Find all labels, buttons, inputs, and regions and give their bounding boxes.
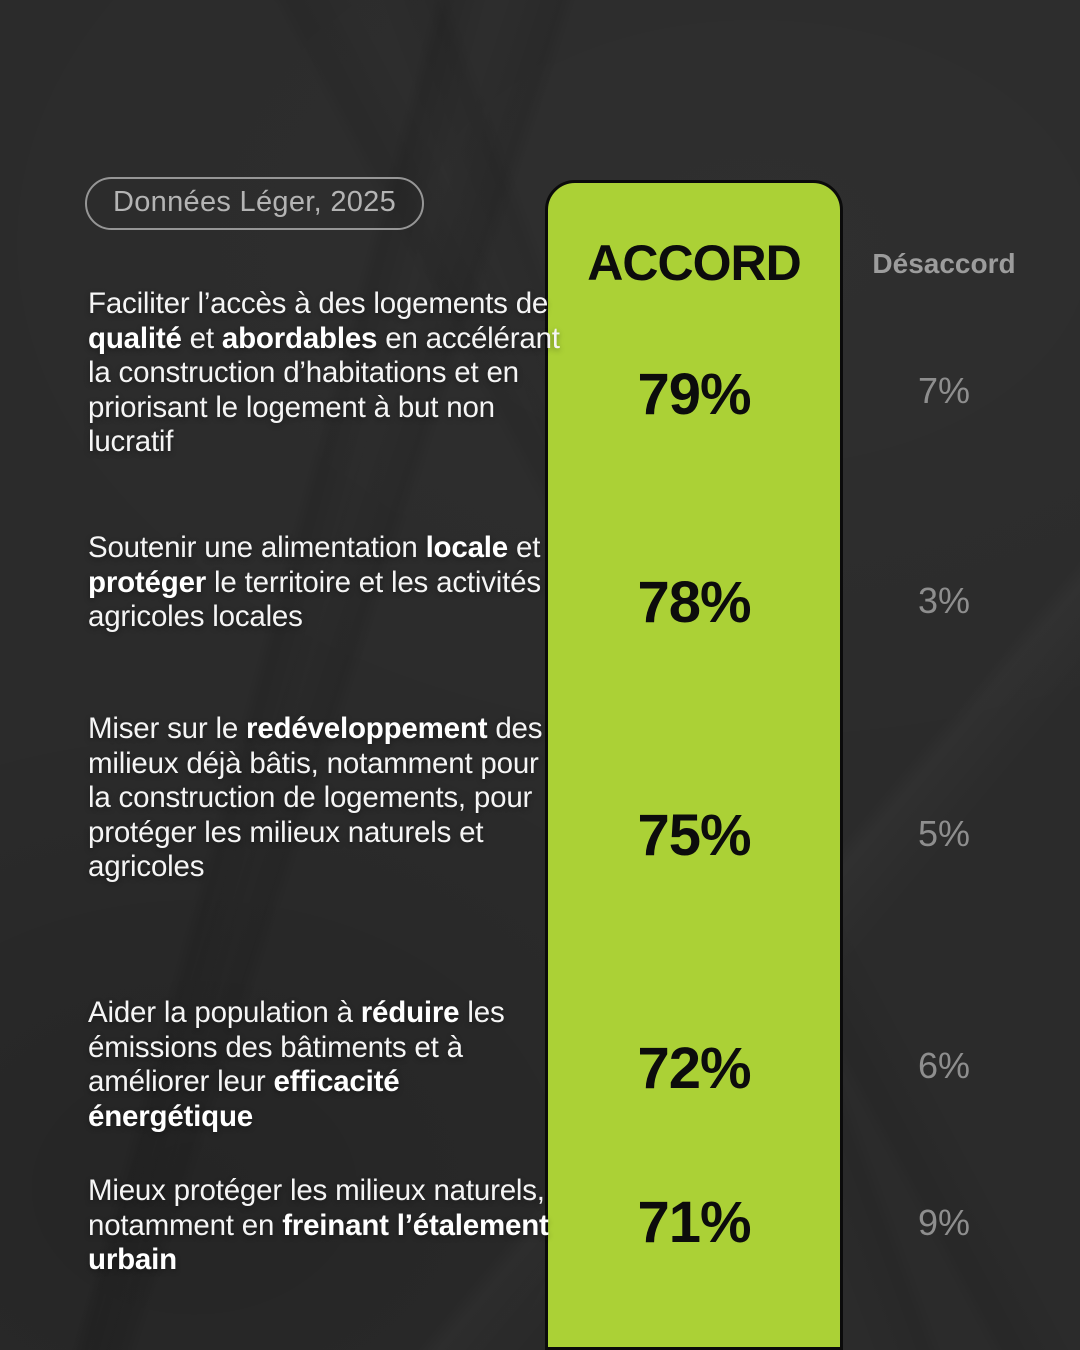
statement-4 [88,996,566,1134]
statement-3 [88,712,566,885]
statement-4-text: Aider la population à [88,996,361,1029]
statement-1 [88,287,566,460]
statement-5-text: Mieux protéger les milieux naturels, notamment en [88,1174,545,1242]
accord-value-1: 79% [637,362,751,427]
statement-3-bold-redeveloppement: redéveloppement [246,712,488,745]
statement-5-bold-etalement: freinant l’étalement urbain [88,1208,549,1277]
statement-2 [88,531,566,635]
statement-1-bold-abordables: abordables [221,321,378,355]
statement-2-text: le territoire et les activités agricoles locales [88,565,541,634]
accord-column-header: ACCORD [587,235,801,291]
accord-value-2: 78% [637,570,751,635]
statement-2-text: Soutenir une alimentation [88,531,426,564]
statement-1-text: et [181,321,222,355]
desaccord-value-5: 9% [917,1202,971,1243]
desaccord-value-3: 5% [917,813,971,854]
statement-3-text: Miser sur le [88,712,247,745]
desaccord-column-header: Désaccord [872,248,1016,279]
statement-5 [88,1174,566,1278]
statement-4-bold-efficacite: efficacité énergétique [88,1065,400,1133]
desaccord-value-2: 3% [917,580,971,621]
accord-value-4: 72% [637,1036,751,1101]
statement-2-text: et [508,531,541,564]
statement-1-bold-qualite: qualité [88,321,182,355]
statement-4-text: les émissions des bâtiments et à améliorer leur [88,996,505,1099]
statement-2-bold-proteger: protéger [88,565,207,599]
statement-4-bold-reduire: réduire [360,996,460,1029]
desaccord-value-1: 7% [917,370,971,411]
statement-3-text: des milieux déjà bâtis, notamment pour la construction de logements, pour protéger les milieux naturels et agricoles [88,712,543,884]
desaccord-value-4: 6% [917,1045,971,1086]
statement-2-bold-locale: locale [425,531,508,564]
accord-value-5: 71% [637,1190,751,1255]
accord-column-background [545,180,843,1350]
statement-1-text: en accélérant la construction d’habitations et en priorisant le logement à but non lucratif [88,321,560,459]
statement-1-text: Faciliter l’accès à des logements de [88,287,549,320]
accord-value-3: 75% [637,803,751,868]
source-badge: Données Léger, 2025 [85,177,424,230]
